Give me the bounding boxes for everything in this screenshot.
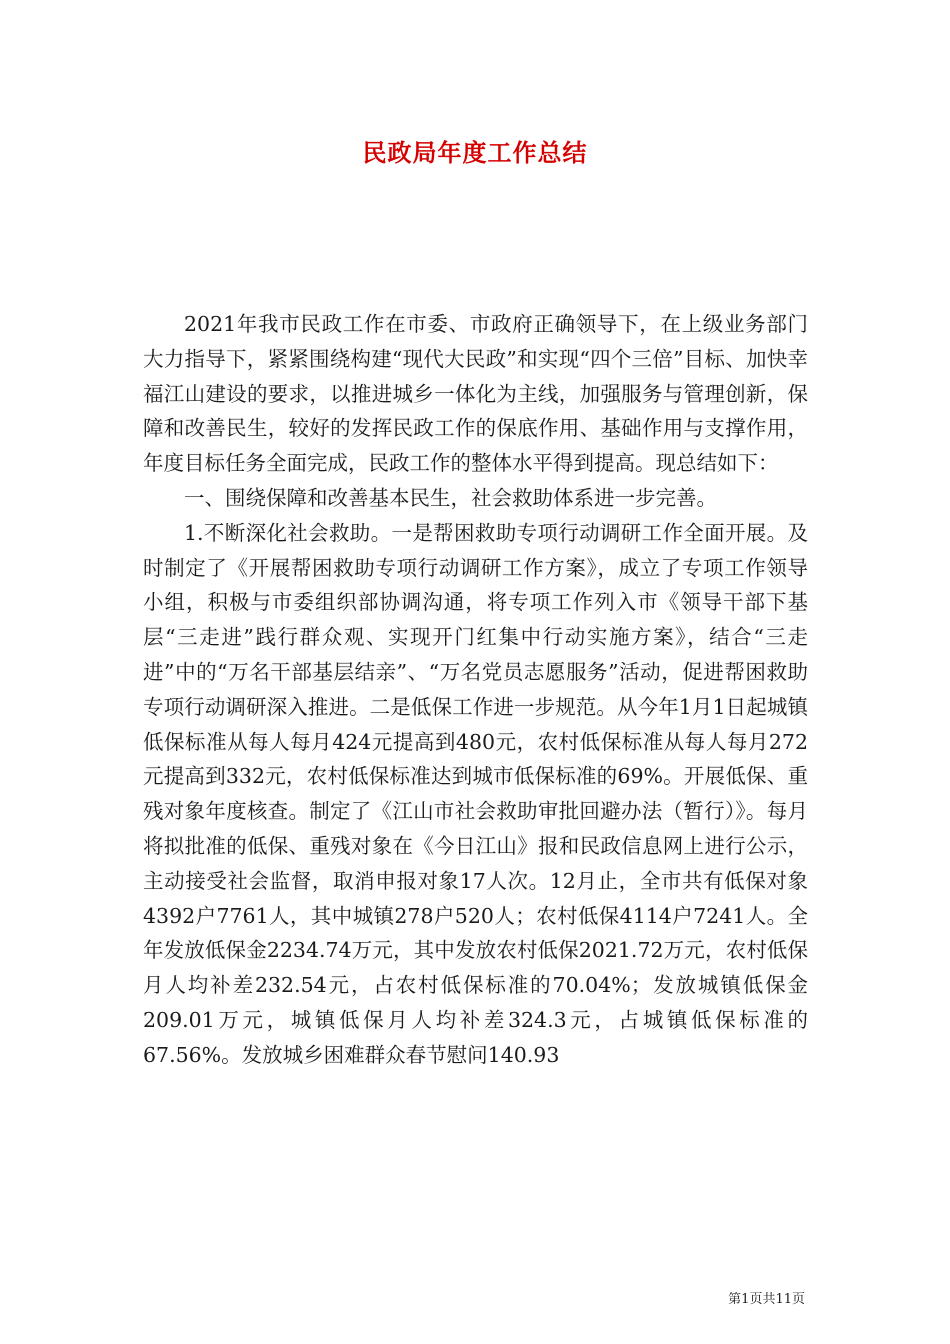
section-heading: 一、围绕保障和改善基本民生，社会救助体系进一步完善。 bbox=[184, 485, 717, 510]
body-paragraph: 1.不断深化社会救助。一是帮困救助专项行动调研工作全面开展。及时制定了《开展帮困救助专项行动调研工作方案》，成立了专项工作领导小组，积极与市委组织部协调沟通，将专项工作列入市《领导干部下基层“三走进”践行群众观、实现开门红集中行动实施方案》，结合“三走进”中的“万名干部基层结亲”、“万名党员志愿服务”活动，促进帮困救助专项行动调研深入推进。二是低保工作进一步规范。从今年1月1日起城镇低保标准从每人每月424元提高到480元，农村低保标准从每人每月272元提高到332元，农村低保标准达到城市低保标准的69%。开展低保、重残对象年度核查。制定了《江山市社会救助审批回避办法（暂行）》。每月将拟批准的低保、重残对象在《今日江山》报和民政信息网上进行公示，主动接受社会监督，取消申报对象17人次。12月止，全市共有低保对象4392户7761人，其中城镇278户520人；农村低保4114户7241人。全年发放低保金2234.74万元，其中发放农村低保2021.72万元，农村低保月人均补差232.54元，占农村低保标准的70.04%；发放城镇低保金209.01万元，城镇低保月人均补差324.3元，占城镇低保标准的67.56%。发放城乡困难群众春节慰问140.93 bbox=[143, 520, 808, 1067]
page-number: 第1页共11页 bbox=[728, 1292, 805, 1307]
intro-paragraph: 2021年我市民政工作在市委、市政府正确领导下，在上级业务部门大力指导下，紧紧围绕构建“现代大民政”和实现“四个三倍”目标、加快幸福江山建设的要求，以推进城乡一体化为主线，加强服务与管理创新，保障和改善民生，较好的发挥民政工作的保底作用、基础作用与支撑作用，年度目标任务全面完成，民政工作的整体水平得到提高。现总结如下： bbox=[143, 312, 808, 476]
document-title: 民政局年度工作总结 bbox=[362, 138, 588, 167]
document-body bbox=[143, 307, 808, 1073]
